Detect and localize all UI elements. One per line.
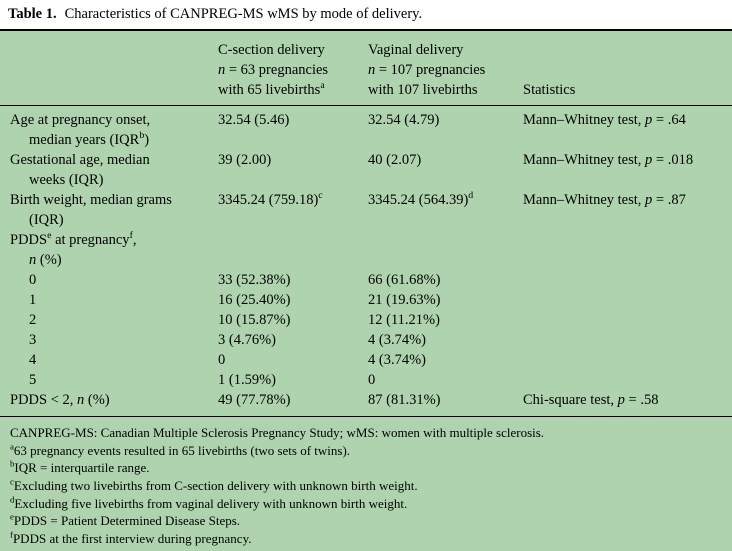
header-line: with 65 livebirths$^a$ [218,80,325,98]
row-label: 1 [29,291,37,308]
row-label-cell [0,190,218,230]
table-panel [0,29,732,551]
row-label: 0 [29,271,37,288]
csection-value [218,230,368,270]
table-row [0,230,732,270]
header-line: with 107 livebirths [368,81,478,98]
row-label-cell [0,330,218,350]
table-row [0,270,732,290]
table-row [0,190,732,230]
footnote-d: $^d$Excluding five livebirths from vaginal delivery with unknown birth weight. [10,494,408,511]
csection-value: 32.54 (5.46) [218,111,290,128]
statistics-value: Mann–Whitney test, p = .64 [523,111,686,128]
table-row [0,370,732,390]
header-cell-blank [0,31,218,106]
vaginal-value: 21 (19.63%) [368,291,441,308]
row-label-cell [0,230,218,270]
header-line: Statistics [523,81,576,98]
row-label: PDDS$^e$ at pregnancy$^f$, n (%) [10,230,137,268]
row-label-cell [0,370,218,390]
statistics-value: Mann–Whitney test, p = .018 [523,151,694,168]
header-cell-vaginal [368,31,523,106]
table-row [0,330,732,350]
table-row [0,290,732,310]
row-label-cell [0,150,218,190]
footnote-abbreviations: CANPREG-MS: Canadian Multiple Sclerosis Pregnancy Study; wMS: women with multiple sclerosis. [10,424,545,440]
table-row [0,350,732,370]
table-row [0,310,732,330]
csection-value: 3345.24 $(759.18)^c$ [218,190,323,208]
statistics-value [523,290,732,310]
csection-value: 33 (52.38%) [218,271,291,288]
table-caption-text: Characteristics of CANPREG-MS wMS by mode of delivery. [64,6,423,22]
header-cell-statistics [523,31,732,106]
row-label: 5 [29,371,37,388]
table-header-row [0,31,732,106]
row-label-cell [0,105,218,150]
vaginal-value: 66 (61.68%) [368,271,441,288]
table-row [0,150,732,190]
vaginal-value: 4 (3.74%) [368,331,426,348]
csection-value: 16 (25.40%) [218,291,291,308]
header-cell-csection [218,31,368,106]
statistics-value [523,310,732,330]
vaginal-value: 87 (81.31%) [368,391,441,408]
footnote-b: $^b$IQR = interquartile range. [10,458,150,476]
footnote-f: $^f$PDDS at the first interview during pregnancy. [10,529,252,546]
table-row [0,105,732,150]
header-line: Vaginal delivery [368,41,464,58]
statistics-value: Mann–Whitney test, p = .87 [523,191,686,208]
footnote-c: $^c$Excluding two livebirths from C-section delivery with unknown birth weight. [10,476,418,493]
statistics-value [523,330,732,350]
csection-value: 3 (4.76%) [218,331,276,348]
vaginal-value: 0 [368,371,376,388]
row-label-cell [0,310,218,330]
table-caption [0,0,732,29]
csection-value: 10 (15.87%) [218,311,291,328]
csection-value: 1 (1.59%) [218,371,276,388]
statistics-value [523,270,732,290]
row-label: PDDS < 2, n (%) [10,391,110,408]
footnote-e: $^e$PDDS = Patient Determined Disease Steps. [10,511,241,529]
row-label-cell [0,390,218,416]
table-row [0,390,732,416]
row-label: Gestational age, median weeks (IQR) [10,151,150,188]
row-label: Age at pregnancy onset, median years (IQR$^b$) [10,111,151,148]
statistics-value [523,370,732,390]
table-caption-label: Table 1. [8,6,57,22]
vaginal-value: 40 (2.07) [368,151,422,168]
row-label: 3 [29,331,37,348]
csection-value: 0 [218,351,226,368]
row-label: Birth weight, median grams (IQR) [10,191,172,228]
csection-value: 39 (2.00) [218,151,272,168]
row-label-cell [0,270,218,290]
footnotes [0,416,732,551]
row-label-cell [0,290,218,310]
vaginal-value [368,230,523,270]
vaginal-value: 32.54 (4.79) [368,111,440,128]
vaginal-value: 4 (3.74%) [368,351,426,368]
row-label-cell [0,350,218,370]
row-label: 4 [29,351,37,368]
vaginal-value: 12 (11.21%) [368,311,440,328]
csection-value: 49 (77.78%) [218,391,291,408]
statistics-value [523,350,732,370]
footnote-a: $^a$63 pregnancy events resulted in 65 livebirths (two sets of twins). [10,441,351,458]
row-label: 2 [29,311,37,328]
statistics-value [523,230,732,270]
header-line: n = 63 pregnancies [218,61,329,78]
characteristics-table [0,31,732,416]
statistics-value: Chi-square test, p = .58 [523,391,659,408]
header-line: n = 107 pregnancies [368,61,486,78]
vaginal-value: 3345.24 $(564.39)^d$ [368,190,474,208]
header-line: C-section delivery [218,41,325,58]
